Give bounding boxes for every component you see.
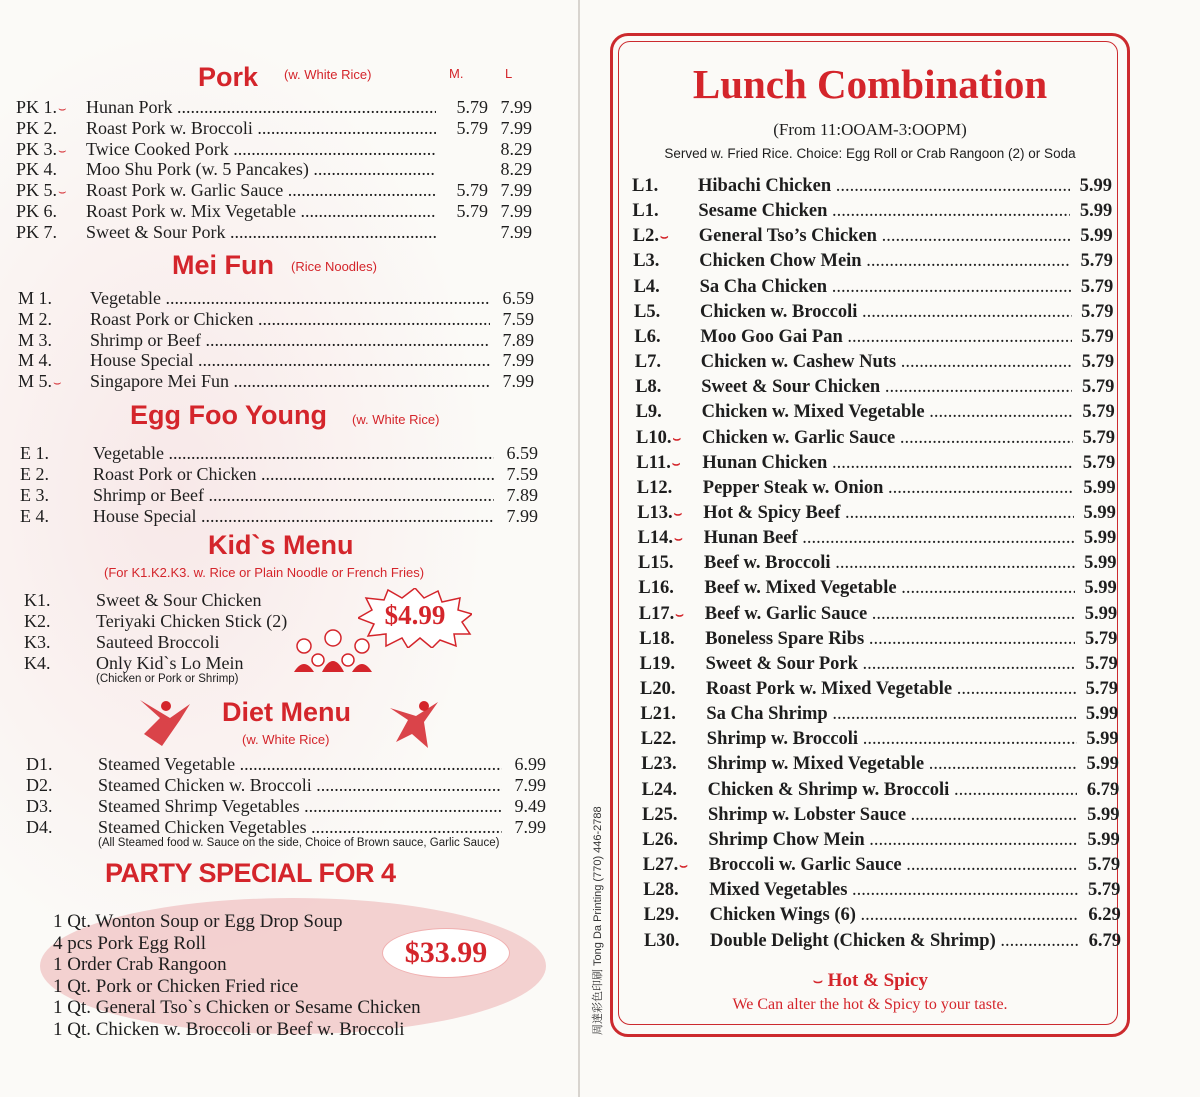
- item-price-m: [436, 159, 488, 180]
- item-price: 5.99: [1086, 729, 1119, 750]
- item-name: Sweet & Sour Pork .....: [706, 652, 1076, 676]
- item-code: L8.: [635, 377, 662, 398]
- item-name: Roast Pork or Chicken .....: [93, 464, 494, 485]
- item-name: Beef w. Broccoli .....: [704, 551, 1075, 575]
- diet-note: (w. White Rice): [242, 732, 330, 747]
- item-price: 5.79: [1087, 855, 1121, 876]
- lunch-item-row: [643, 878, 1120, 902]
- meifun-item-row: [18, 330, 534, 351]
- item-price: 5.99: [1083, 502, 1116, 523]
- item-price-m: 5.79: [456, 201, 488, 221]
- item-name: Chicken & Shrimp w. Broccoli .....: [708, 778, 1078, 802]
- lunch-item-row: [640, 702, 1118, 726]
- pork-item-row: [16, 118, 532, 139]
- item-code: L13.⌣: [637, 502, 683, 523]
- item-price-l: 7.99: [500, 97, 532, 117]
- item-name: General Tso’s Chicken .....: [699, 224, 1071, 248]
- lunch-title: Lunch Combination: [692, 61, 1048, 107]
- item-name: Broccoli w. Garlic Sauce .....: [709, 853, 1078, 877]
- chili-pepper-icon: ⌣: [679, 859, 688, 875]
- item-price: 7.89: [506, 485, 538, 505]
- meifun-item-row: [18, 288, 534, 309]
- item-code: PK 3.⌣: [16, 138, 67, 159]
- item-code: L18.: [639, 628, 675, 649]
- eggfoo-title: Egg Foo Young: [130, 400, 327, 430]
- item-code: M 1.: [18, 288, 53, 308]
- item-price-l: 7.99: [500, 201, 532, 221]
- item-price: 7.89: [502, 329, 534, 350]
- item-price: 6.59: [502, 288, 534, 308]
- item-name: Sweet & Sour Chicken .....: [701, 375, 1072, 399]
- pork-note: (w. White Rice): [284, 67, 372, 82]
- item-name: Shrimp w. Broccoli .....: [707, 727, 1077, 751]
- party-line: 1 Order Crab Rangoon: [53, 954, 227, 975]
- item-code: L5.: [634, 301, 661, 322]
- kids-note: (For K1.K2.K3. w. Rice or Plain Noodle or French Fries): [104, 565, 425, 580]
- hot-spicy-note: We Can alter the hot & Spicy to your taste.: [732, 996, 1008, 1013]
- party-line: 1 Qt. Chicken w. Broccoli or Beef w. Broccoli: [53, 1018, 405, 1040]
- lunch-item-row: [634, 275, 1114, 299]
- item-price: 5.79: [1088, 880, 1121, 901]
- item-price: 9.49: [514, 796, 546, 816]
- item-price: 5.99: [1083, 477, 1116, 498]
- pork-title: Pork: [198, 62, 259, 92]
- item-name: Roast Pork w. Mixed Vegetable .....: [706, 677, 1076, 701]
- item-code: PK 4.: [16, 159, 58, 180]
- item-price: 6.29: [1088, 905, 1121, 926]
- item-price: 5.99: [1087, 804, 1120, 825]
- lunch-item-row: [640, 652, 1118, 676]
- item-code: M 5.⌣: [18, 371, 62, 392]
- item-code: L19.: [639, 653, 676, 674]
- item-code: L17.⌣: [638, 603, 684, 624]
- party-title: PARTY SPECIAL FOR 4: [105, 858, 396, 888]
- item-price-m: 5.79: [456, 180, 488, 201]
- item-name: Sa Cha Chicken .....: [700, 275, 1072, 299]
- item-price: 5.79: [1081, 352, 1115, 373]
- eggfoo-item-row: [20, 443, 538, 464]
- item-price: 6.79: [1086, 779, 1120, 800]
- item-price: 6.99: [514, 754, 546, 774]
- item-name: Singapore Mei Fun .....: [90, 371, 490, 392]
- item-price: 5.79: [1085, 653, 1118, 674]
- lunch-item-row: [637, 501, 1116, 525]
- lunch-time: (From 11:OOAM-3:OOPM): [773, 120, 967, 139]
- item-code: L4.: [633, 276, 660, 297]
- item-code: L28.: [643, 880, 679, 901]
- lunch-item-row: [638, 526, 1117, 550]
- item-name: Steamed Shrimp Vegetables .....: [98, 796, 502, 817]
- lunch-item-row: [633, 224, 1113, 248]
- kids-title: Kid`s Menu: [208, 530, 354, 560]
- item-code: L1.: [632, 201, 659, 222]
- lunch-item-row: [635, 350, 1114, 374]
- lunch-item-row: [638, 551, 1117, 575]
- item-price: 6.59: [506, 443, 538, 463]
- item-name: Steamed Vegetable .....: [98, 754, 502, 775]
- item-price: 7.59: [502, 308, 534, 329]
- item-name: Beef w. Garlic Sauce .....: [705, 602, 1075, 626]
- item-price: 7.99: [506, 506, 538, 526]
- lunch-item-row: [642, 778, 1120, 802]
- party-line: 1 Qt. Pork or Chicken Fried rice: [53, 975, 299, 997]
- item-name: Vegetable .....: [90, 288, 490, 309]
- item-name: Hunan Chicken .....: [702, 451, 1073, 475]
- item-name: Sauteed Broccoli: [96, 632, 220, 652]
- party-line: 4 pcs Pork Egg Roll: [53, 932, 207, 954]
- item-name: House Special .....: [93, 506, 494, 527]
- diet-title: Diet Menu: [222, 697, 352, 727]
- item-name: Hunan Pork .....: [86, 97, 436, 118]
- item-code: PK 6.: [16, 201, 58, 221]
- item-price-l: 7.99: [500, 117, 532, 138]
- chili-pepper-icon: ⌣: [673, 506, 683, 522]
- item-code: L1.: [632, 176, 659, 196]
- meifun-title: Mei Fun: [172, 250, 274, 280]
- item-code: L11.⌣: [636, 452, 681, 473]
- item-price: 7.59: [506, 464, 538, 484]
- lunch-item-row: [643, 853, 1120, 877]
- item-code: L16.: [638, 578, 674, 599]
- item-name: Sa Cha Shrimp .....: [706, 702, 1076, 726]
- lunch-item-row: [634, 300, 1114, 324]
- eggfoo-item-row: [20, 506, 538, 527]
- item-price: 7.99: [502, 371, 534, 392]
- lunch-served-note: Served w. Fried Rice. Choice: Egg Roll or Crab Rangoon (2) or Soda: [664, 146, 1076, 161]
- item-price: 5.79: [1082, 427, 1115, 448]
- lunch-item-row: [632, 199, 1112, 223]
- item-price: 5.79: [1085, 628, 1118, 649]
- lunch-item-row: [641, 752, 1119, 776]
- printer-credit: 周達彩色印刷 Tong Da Printing (770) 446-2788: [592, 806, 604, 1035]
- item-name: Shrimp Chow Mein .....: [708, 828, 1077, 852]
- item-name: Chicken w. Cashew Nuts .....: [701, 350, 1072, 374]
- item-code: L26.: [642, 829, 678, 850]
- item-name: Shrimp w. Mixed Vegetable .....: [707, 752, 1077, 776]
- chili-pepper-icon: ⌣: [53, 376, 62, 392]
- diet-item-row: [26, 775, 546, 796]
- meifun-note: (Rice Noodles): [291, 259, 377, 274]
- diet-figure-left-icon: [140, 696, 190, 748]
- item-name: Chicken w. Mixed Vegetable .....: [702, 400, 1073, 424]
- item-price: 5.99: [1083, 528, 1117, 549]
- chili-pepper-icon: ⌣: [674, 532, 683, 548]
- kids-item-row: [24, 632, 219, 653]
- item-code: E 1.: [20, 443, 49, 463]
- item-name: Chicken w. Garlic Sauce .....: [702, 426, 1073, 450]
- item-price: 7.99: [514, 775, 546, 795]
- pork-item-row: [16, 180, 532, 201]
- kids-item-row: [24, 653, 244, 674]
- item-code: D2.: [26, 775, 53, 795]
- hot-spicy-legend-label: Hot & Spicy: [827, 970, 928, 991]
- item-code: L21.: [640, 704, 676, 725]
- item-name: Roast Pork w. Broccoli .....: [86, 118, 436, 139]
- kids-price: $4.99: [384, 600, 446, 630]
- item-price: 5.79: [1082, 377, 1115, 398]
- item-name: Chicken Wings (6) .....: [710, 903, 1079, 927]
- chili-pepper-icon: ⌣: [58, 185, 67, 201]
- lunch-item-row: [642, 803, 1120, 827]
- kids-illustration-icon: [290, 626, 376, 674]
- item-name: Boneless Spare Ribs .....: [705, 627, 1075, 651]
- pork-item-row: [16, 139, 532, 160]
- item-price: 5.99: [1085, 704, 1119, 725]
- item-name: Hunan Beef .....: [704, 526, 1075, 550]
- item-code: M 4.: [18, 350, 53, 371]
- item-code: L9.: [635, 402, 662, 423]
- item-price: 5.99: [1084, 553, 1117, 574]
- chili-pepper-icon: ⌣: [58, 102, 67, 117]
- item-name: Sesame Chicken .....: [698, 199, 1070, 223]
- item-name: Mixed Vegetables .....: [709, 878, 1078, 902]
- lunch-item-row: [641, 727, 1119, 751]
- chili-pepper-icon: ⌣: [671, 456, 681, 472]
- diet-footnote: (All Steamed food w. Sauce on the side, Choice of Brown sauce, Garlic Sauce): [98, 837, 500, 849]
- item-name: Hibachi Chicken .....: [698, 174, 1070, 198]
- lunch-item-row: [644, 929, 1121, 953]
- item-name: Steamed Chicken Vegetables .....: [98, 817, 502, 838]
- pork-col-l: L: [505, 66, 513, 81]
- item-code: L29.: [643, 905, 680, 926]
- pork-col-m: M.: [449, 66, 464, 81]
- item-code: E 2.: [20, 464, 49, 484]
- item-price: 5.99: [1079, 201, 1113, 222]
- item-price: 5.99: [1080, 226, 1113, 247]
- chili-pepper-icon: ⌣: [672, 431, 682, 447]
- hot-spicy-legend: [610, 970, 1130, 992]
- pork-item-row: [16, 97, 532, 118]
- item-code: PK 7.: [16, 221, 58, 242]
- item-name: Chicken w. Broccoli .....: [700, 300, 1072, 324]
- item-name: Shrimp w. Lobster Sauce .....: [708, 803, 1078, 827]
- item-price: 5.79: [1081, 326, 1114, 347]
- lunch-item-row: [642, 828, 1119, 852]
- item-price: 7.99: [514, 817, 546, 837]
- item-code: K4.: [24, 653, 51, 673]
- item-code: L30.: [644, 930, 680, 951]
- item-name: Sweet & Sour Chicken: [96, 590, 262, 610]
- item-name: Teriyaki Chicken Stick (2): [96, 611, 288, 631]
- item-code: E 4.: [20, 506, 49, 526]
- kids-k4-note: (Chicken or Pork or Shrimp): [96, 673, 239, 685]
- item-price: 5.99: [1087, 829, 1120, 850]
- item-code: K2.: [24, 611, 51, 631]
- chili-pepper-icon: ⌣: [813, 972, 823, 990]
- item-name: Vegetable .....: [93, 443, 494, 464]
- item-code: L14.⌣: [637, 528, 683, 549]
- lunch-item-row: [635, 375, 1114, 399]
- item-code: L20.: [640, 679, 676, 699]
- diet-item-row: [26, 754, 546, 775]
- item-code: L7.: [634, 352, 662, 373]
- item-price: 5.99: [1084, 603, 1118, 624]
- item-name: Moo Shu Pork (w. 5 Pancakes) .....: [86, 159, 436, 180]
- diet-figure-right-icon: [388, 698, 438, 750]
- lunch-item-row: [637, 476, 1116, 500]
- item-price: 5.79: [1080, 276, 1114, 297]
- item-name: Moo Goo Gai Pan .....: [700, 325, 1071, 349]
- item-code: D1.: [26, 754, 53, 774]
- item-price: 6.79: [1088, 930, 1121, 951]
- lunch-item-row: [633, 249, 1113, 273]
- chili-pepper-icon: ⌣: [660, 230, 669, 246]
- chili-pepper-icon: ⌣: [675, 607, 684, 623]
- meifun-item-row: [18, 371, 534, 392]
- item-name: Roast Pork w. Garlic Sauce .....: [86, 180, 436, 201]
- meifun-item-row: [18, 350, 534, 371]
- lunch-item-row: [636, 426, 1115, 450]
- item-name: Beef w. Mixed Vegetable .....: [704, 576, 1074, 600]
- item-code: PK 5.⌣: [16, 180, 67, 201]
- item-code: E 3.: [20, 485, 49, 505]
- item-name: Chicken Chow Mein .....: [699, 249, 1071, 273]
- item-code: D4.: [26, 817, 53, 837]
- item-code: PK 1.⌣: [16, 97, 67, 117]
- eggfoo-item-row: [20, 464, 538, 485]
- item-name: Roast Pork or Chicken .....: [90, 309, 490, 330]
- diet-item-row: [26, 817, 546, 838]
- item-code: L27.⌣: [642, 855, 688, 876]
- item-code: L10.⌣: [636, 427, 682, 448]
- lunch-item-row: [639, 602, 1117, 626]
- diet-item-row: [26, 796, 546, 817]
- item-code: M 2.: [18, 308, 53, 329]
- party-line: 1 Qt. Wonton Soup or Egg Drop Soup: [53, 911, 343, 932]
- item-price: 5.79: [1085, 679, 1118, 699]
- item-name: Only Kid`s Lo Mein: [96, 653, 244, 673]
- item-code: L24.: [641, 779, 678, 800]
- item-name: Roast Pork w. Mix Vegetable .....: [86, 201, 436, 222]
- item-code: L25.: [642, 804, 678, 825]
- item-name: Shrimp or Beef .....: [93, 485, 494, 506]
- meifun-item-row: [18, 309, 534, 330]
- item-price: 5.99: [1079, 176, 1112, 196]
- item-name: Twice Cooked Pork .....: [86, 139, 436, 160]
- lunch-item-row: [638, 576, 1116, 600]
- item-name: Sweet & Sour Pork .....: [86, 222, 436, 243]
- item-price-m: 5.79: [456, 117, 488, 138]
- item-code: K1.: [24, 590, 51, 610]
- lunch-item-row: [636, 451, 1115, 475]
- item-code: L23.: [641, 754, 677, 775]
- lunch-item-row: [644, 903, 1121, 927]
- item-price: 5.79: [1081, 301, 1114, 322]
- item-price: 5.79: [1080, 251, 1113, 272]
- item-name: Double Delight (Chicken & Shrimp) .....: [710, 929, 1079, 953]
- item-name: Steamed Chicken w. Broccoli .....: [98, 775, 502, 796]
- item-price: 5.99: [1086, 754, 1119, 775]
- kids-item-row: [24, 590, 261, 611]
- item-code: D3.: [26, 796, 53, 816]
- kids-item-row: [24, 611, 287, 632]
- item-price-m: [436, 222, 488, 243]
- lunch-item-row: [639, 627, 1117, 651]
- item-price-l: 8.29: [500, 138, 532, 159]
- item-price-l: 8.29: [500, 159, 532, 180]
- item-name: House Special .....: [90, 350, 490, 371]
- pork-item-row: [16, 159, 532, 180]
- item-code: PK 2.: [16, 117, 58, 138]
- item-code: L3.: [633, 251, 660, 272]
- lunch-item-row: [634, 325, 1113, 349]
- eggfoo-note: (w. White Rice): [352, 412, 440, 427]
- item-price-m: [436, 139, 488, 160]
- lunch-item-row: [636, 400, 1115, 424]
- pork-item-row: [16, 222, 532, 243]
- item-price: 5.79: [1082, 402, 1115, 423]
- pork-item-row: [16, 201, 532, 222]
- eggfoo-item-row: [20, 485, 538, 506]
- lunch-item-row: [640, 677, 1118, 701]
- item-name: Shrimp or Beef .....: [90, 330, 490, 351]
- item-price: 5.99: [1084, 578, 1117, 599]
- item-price: 5.79: [1082, 452, 1116, 473]
- item-price-l: 7.99: [500, 180, 532, 201]
- item-price: 7.99: [502, 350, 534, 371]
- party-price: $33.99: [382, 928, 510, 978]
- item-code: L15.: [638, 553, 674, 574]
- item-code: K3.: [24, 632, 51, 652]
- party-line: 1 Qt. General Tso`s Chicken or Sesame Chicken: [53, 997, 421, 1018]
- item-code: L6.: [634, 326, 661, 347]
- item-name: Pepper Steak w. Onion .....: [703, 476, 1074, 500]
- item-price-m: 5.79: [456, 97, 488, 117]
- item-code: L2.⌣: [632, 226, 669, 247]
- chili-pepper-icon: ⌣: [58, 143, 67, 159]
- item-code: M 3.: [18, 329, 53, 350]
- item-code: L12.: [636, 477, 673, 498]
- item-name: Hot & Spicy Beef .....: [703, 501, 1074, 525]
- lunch-item-row: [632, 174, 1112, 198]
- item-price-l: 7.99: [500, 221, 532, 242]
- item-code: L22.: [640, 729, 677, 750]
